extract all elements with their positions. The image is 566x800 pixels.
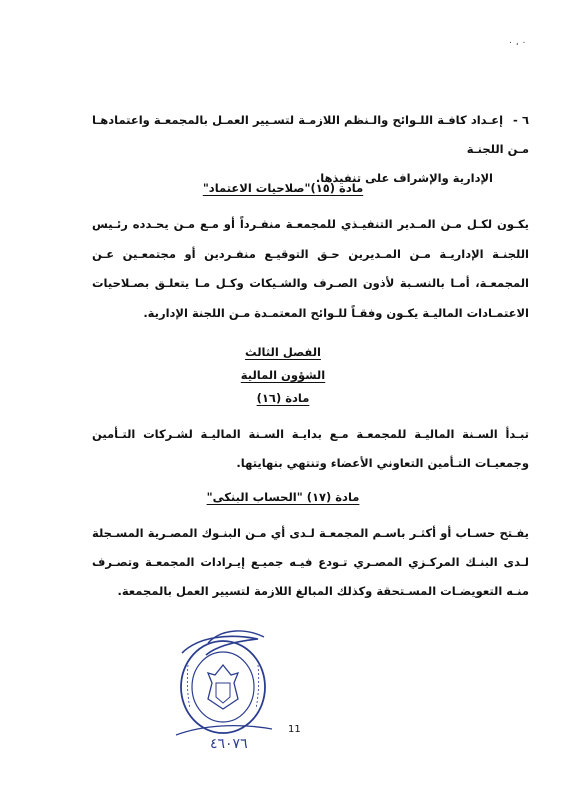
- item-6: [92, 106, 529, 193]
- item-6-number: ٦ -: [513, 113, 529, 127]
- article-17-heading: مادة (١٧) "الحساب البنكى": [206, 490, 360, 504]
- chapter-3-title: الفصل الثالث: [245, 345, 321, 359]
- official-stamp: [168, 625, 278, 750]
- article-15-body: يكـون لكـل مـن المـدير التنفيـذي للمجمعـة منفـرداً أو مـع مـن يحـدده رئـيس اللجنـة الإداريـة مـن المـديرين حـق التوقيـع منفـردين أو مجتمعـين عـن المجمعـة، أمـا بالنسـبة لأذون الصـرف والشـيكات وكـل مـا يتعلـق بصـلاحيات الاعتمـادات الماليـة يكـون وفقـاً للـوائح المعتمـدة مـن اللجنة الإدارية.: [92, 217, 529, 320]
- article-17-body: يفـتح حسـاب أو أكثـر باسـم المجمعـة لـدى أي مـن البنـوك المصـرية المسـجلة لـدى البنـك المركـزي المصـري تـودع فيـه جميـع إيـرادات المجمعـة وتصـرف منـه التعويضـات المسـتحقة وكذلك المبالغ اللازمة لتسيير العمل بالمجمعة.: [92, 526, 529, 598]
- corner-marks: ٠ ، ٠: [508, 38, 527, 48]
- article-15-heading: مادة (١٥)"صلاحيات الاعتماد": [202, 181, 364, 195]
- handwritten-number: ٤٦٠٧٦: [210, 736, 248, 752]
- item-6-line2: الإدارية والإشراف على تنفيذها.: [315, 171, 493, 185]
- article-16-heading: مادة (١٦): [256, 391, 310, 405]
- chapter-3-subtitle: الشؤون المالية: [240, 368, 326, 382]
- page-number: 11: [288, 724, 301, 735]
- item-6-line1: إعـداد كافـة اللـوائح والـنظم اللازمـة لتسـيير العمـل بالمجمعـة واعتمادهـا مـن اللجنـة: [92, 113, 529, 156]
- article-16-body: تبـدأ السـنة الماليـة للمجمعـة مـع بدايـة السـنة الماليـة لشـركات التـأمين وجمعيـات التـأمين التعاوني الأعضاء وتنتهي بنهايتها.: [92, 427, 529, 470]
